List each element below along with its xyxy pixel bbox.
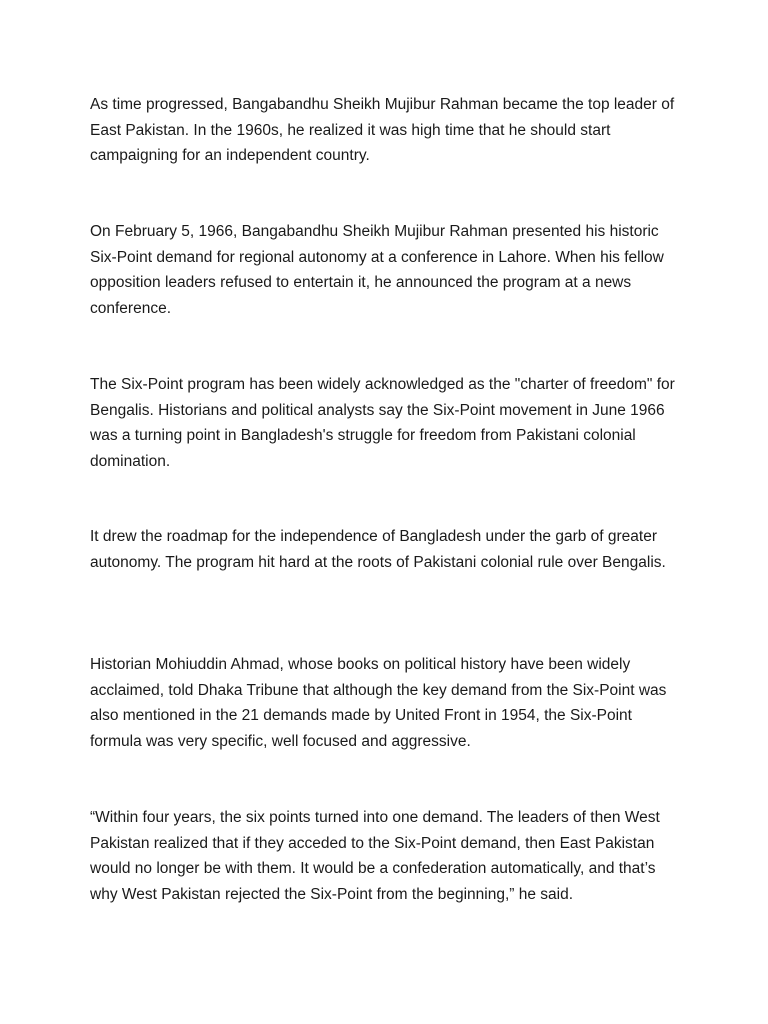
paragraph-2: On February 5, 1966, Bangabandhu Sheikh Mujibur Rahman presented his historic Six-Point demand for regional autonomy at a conference in Lahore. When his fellow opposition leaders refused to entertain it, he announced the program at a news conference. [90,223,664,317]
paragraph-5: Historian Mohiuddin Ahmad, whose books on political history have been widely acclaimed, told Dhaka Tribune that although the key demand from the Six-Point was also mentioned in the 21 demands made by United Front in 1954, the Six-Point formula was very specific, well focused and aggressive. [90,656,667,750]
paragraph-3: The Six-Point program has been widely acknowledged as the "charter of freedom" for Bengalis. Historians and political analysts say the Six-Point movement in June 1966 was a turning point in Bangladesh's struggle for freedom from Pakistani colonial domination. [90,376,675,470]
paragraph-1: As time progressed, Bangabandhu Sheikh Mujibur Rahman became the top leader of East Pakistan. In the 1960s, he realized it was high time that he should start campaigning for an independent country. [90,96,675,164]
paragraph-6: “Within four years, the six points turned into one demand. The leaders of then West Pakistan realized that if they acceded to the Six-Point demand, then East Pakistan would no longer be with them. It would be a confederation automatically, and that’s why West Pakistan rejected the Six-Point from the beginning,” he said. [90,809,660,903]
paragraph-4: It drew the roadmap for the independence of Bangladesh under the garb of greater autonomy. The program hit hard at the roots of Pakistani colonial rule over Bengalis. [90,528,666,571]
